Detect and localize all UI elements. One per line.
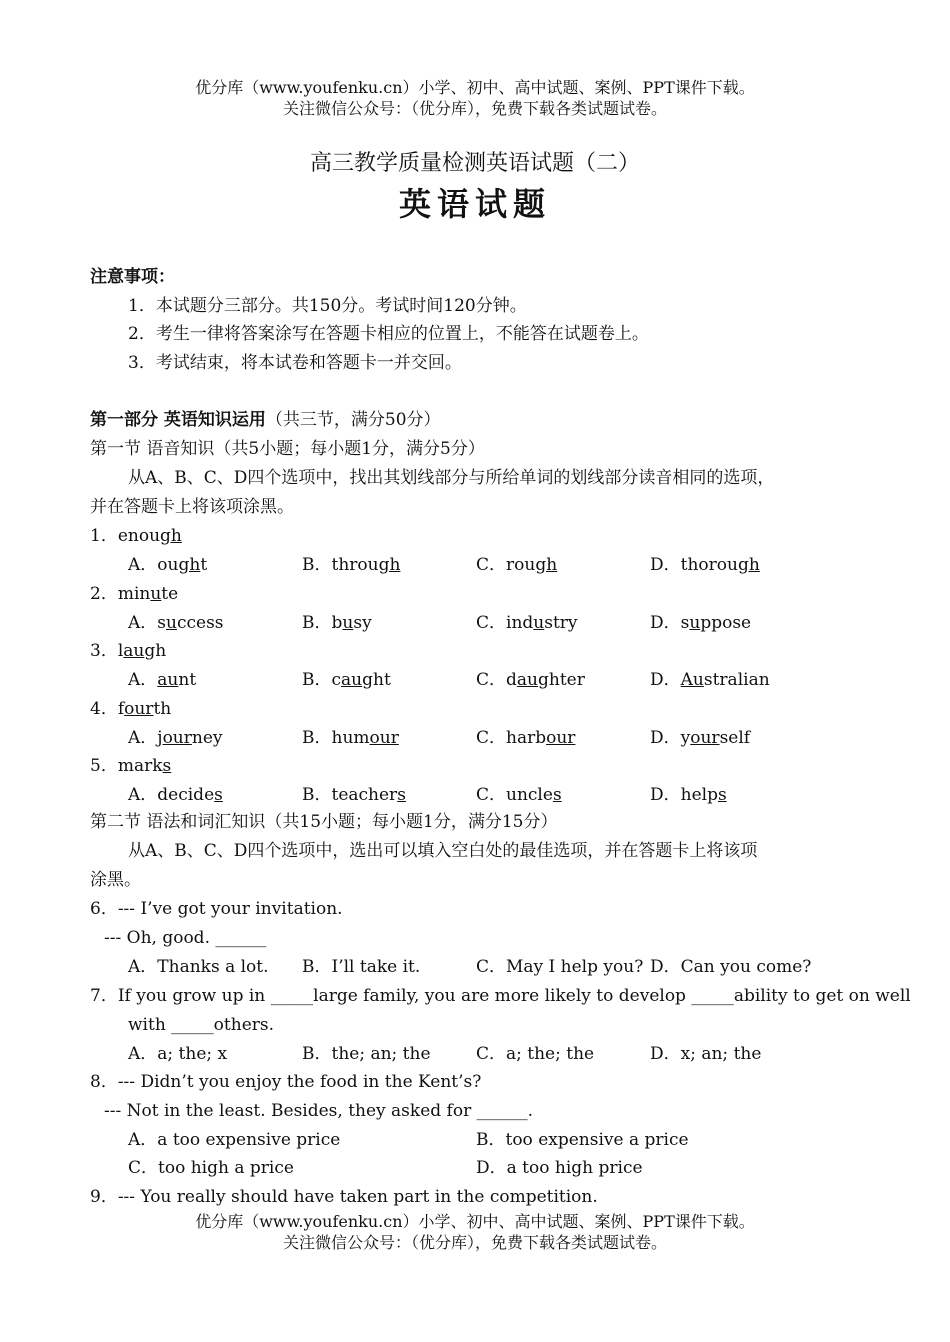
underlined-segment: s — [552, 785, 562, 805]
site-header-line1: 优分库（www.youfenku.cn）小学、初中、高中试题、案例、PPT课件下载。 — [195, 78, 755, 97]
section1-instruction: 从A、B、C、D四个选项中，找出其划线部分与所给单词的划线部分读音相同的选项， — [128, 468, 775, 488]
word-segment: teacher — [331, 785, 398, 805]
question-8-option-b: B．too expensive a price — [476, 1130, 689, 1150]
word-segment: l — [117, 641, 124, 661]
word-segment: s — [157, 613, 167, 633]
option-label: D． — [650, 613, 681, 633]
underlined-segment: s — [397, 785, 406, 805]
underlined-segment: gh — [178, 555, 201, 575]
underlined-segment: our — [124, 699, 154, 719]
underlined-segment: au — [516, 670, 538, 690]
option-word — [157, 785, 223, 805]
section1-instruction-cont: 并在答题卡上将该项涂黑。 — [90, 497, 294, 517]
question-7-stem: 7．If you grow up in _____large family, you are more likely to develop _____ability to get on well — [90, 986, 911, 1006]
question-6-option-a: A．Thanks a lot. — [128, 957, 269, 977]
phonetics-question-4-option-a — [128, 727, 223, 749]
option-label: B． — [302, 555, 332, 575]
word-segment: gh — [144, 641, 167, 661]
word-segment: ney — [191, 728, 223, 748]
word-segment: self — [719, 728, 751, 748]
section2-instruction: 从A、B、C、D四个选项中，选出可以填入空白处的最佳选项，并在答题卡上将该项 — [128, 841, 758, 861]
underlined-segment: u — [533, 613, 545, 633]
question-number: 4． — [90, 699, 118, 719]
phonetics-question-3 — [90, 640, 166, 662]
option-label: C． — [476, 670, 507, 690]
option-label: B． — [302, 670, 332, 690]
word-segment: nt — [178, 670, 197, 690]
word-segment: ppose — [700, 613, 752, 633]
option-label: A． — [128, 555, 158, 575]
word-segment: min — [117, 584, 151, 604]
question-6-stem: 6．--- I’ve got your invitation. — [90, 899, 343, 919]
section2-heading: 第二节 语法和词汇知识（共15小题；每小题1分，满分15分） — [90, 812, 558, 832]
option-word — [681, 785, 727, 805]
word-segment: stralian — [703, 670, 770, 690]
option-word — [157, 555, 207, 575]
word-segment: ght — [362, 670, 391, 690]
notice-heading: 注意事项： — [90, 267, 175, 287]
option-word — [157, 670, 196, 690]
phonetics-question-3-option-b — [302, 669, 391, 691]
phonetics-question-1-option-d — [650, 554, 760, 576]
option-label: C． — [476, 728, 507, 748]
option-label: A． — [128, 613, 158, 633]
site-footer-line2: 关注微信公众号：（优分库），免费下载各类试题试卷。 — [282, 1233, 667, 1252]
option-word — [157, 613, 223, 633]
underlined-segment: s — [717, 785, 727, 805]
phonetics-question-3-option-d — [650, 669, 770, 691]
question-6-option-b: B．I’ll take it. — [302, 957, 421, 977]
underlined-segment: our — [690, 728, 720, 748]
question-number: 2． — [90, 584, 118, 604]
phonetics-question-3-option-c — [476, 669, 585, 691]
option-word — [332, 728, 399, 748]
option-label: D． — [650, 728, 681, 748]
underlined-segment: our — [546, 728, 576, 748]
question-8-stem: 8．--- Didn’t you enjoy the food in the Kent’s? — [90, 1072, 482, 1092]
section2-instruction-cont: 涂黑。 — [90, 870, 141, 890]
phonetics-question-5-option-c — [476, 784, 562, 806]
phonetics-question-4-option-d — [650, 727, 750, 749]
underlined-segment: au — [123, 641, 145, 661]
phonetics-question-2-option-b — [302, 612, 372, 634]
word-segment: help — [680, 785, 718, 805]
word-segment: ou — [157, 555, 179, 575]
option-word — [332, 670, 391, 690]
phonetics-question-2-option-c — [476, 612, 578, 634]
option-word — [681, 728, 750, 748]
question-7-stem-cont: with _____others. — [128, 1015, 275, 1035]
target-word — [118, 584, 178, 604]
underlined-segment: gh — [378, 555, 401, 575]
phonetics-question-2-option-a — [128, 612, 224, 634]
option-label: B． — [302, 785, 332, 805]
underlined-segment: gh — [737, 555, 760, 575]
word-segment: ghter — [538, 670, 585, 690]
question-7-option-c: C．a; the; the — [476, 1044, 595, 1064]
question-number: 3． — [90, 641, 118, 661]
phonetics-question-4 — [90, 698, 171, 720]
word-segment: s — [680, 613, 690, 633]
question-8-option-a: A．a too expensive price — [128, 1130, 341, 1150]
word-segment: j — [157, 728, 163, 748]
word-segment: stry — [544, 613, 578, 633]
underlined-segment: au — [341, 670, 363, 690]
notice-item: 3．考试结束，将本试卷和答题卡一并交回。 — [128, 353, 462, 373]
option-label: C． — [476, 613, 507, 633]
phonetics-question-2 — [90, 583, 178, 605]
option-word — [332, 555, 401, 575]
question-7-option-a: A．a; the; x — [128, 1044, 228, 1064]
option-label: A． — [128, 785, 158, 805]
option-word — [332, 613, 372, 633]
word-segment: enou — [117, 526, 161, 546]
word-segment: hum — [331, 728, 370, 748]
part1-heading — [90, 409, 441, 431]
option-word — [506, 670, 585, 690]
word-segment: thorou — [680, 555, 738, 575]
underlined-segment: gh — [535, 555, 558, 575]
underlined-segment: s — [162, 756, 172, 776]
question-6-reply: --- Oh, good. ______ — [104, 928, 267, 948]
phonetics-question-1 — [90, 525, 182, 547]
word-segment: t — [200, 555, 208, 575]
notice-item: 1．本试题分三部分。共150分。考试时间120分钟。 — [128, 296, 527, 316]
option-word — [506, 785, 562, 805]
underlined-segment: our — [162, 728, 192, 748]
word-segment: ind — [506, 613, 534, 633]
phonetics-question-1-option-c — [476, 554, 557, 576]
option-label: B． — [302, 613, 332, 633]
underlined-segment: u — [166, 613, 177, 633]
phonetics-question-5-option-d — [650, 784, 727, 806]
underlined-segment: our — [369, 728, 399, 748]
option-word — [506, 555, 557, 575]
word-segment: te — [161, 584, 179, 604]
question-6-option-d: D．Can you come? — [650, 957, 812, 977]
word-segment: rou — [506, 555, 536, 575]
word-segment: throu — [331, 555, 379, 575]
underlined-segment: au — [157, 670, 179, 690]
question-8-reply: --- Not in the least. Besides, they asked for ______. — [104, 1101, 534, 1121]
option-label: C． — [476, 555, 507, 575]
word-segment: uncle — [506, 785, 553, 805]
section1-heading: 第一节 语音知识（共5小题；每小题1分，满分5分） — [90, 439, 485, 459]
question-8-option-d: D．a too high price — [476, 1158, 643, 1178]
phonetics-question-5-option-a — [128, 784, 223, 806]
option-word — [332, 785, 406, 805]
option-label: D． — [650, 785, 681, 805]
word-segment: c — [331, 670, 342, 690]
phonetics-question-3-option-a — [128, 669, 196, 691]
question-6-option-c: C．May I help you? — [476, 957, 644, 977]
exam-subtitle: 英语试题 — [398, 185, 551, 223]
notice-item: 2．考生一律将答案涂写在答题卡相应的位置上，不能答在试题卷上。 — [128, 324, 649, 344]
phonetics-question-1-option-b — [302, 554, 400, 576]
question-7-option-d: D．x; an; the — [650, 1044, 762, 1064]
word-segment: sy — [353, 613, 372, 633]
option-label: C． — [476, 785, 507, 805]
word-segment: mark — [117, 756, 163, 776]
word-segment: f — [117, 699, 125, 719]
word-segment: ccess — [176, 613, 224, 633]
target-word — [118, 699, 171, 719]
option-word — [157, 728, 222, 748]
part1-heading-rest: （共三节，满分50分） — [265, 410, 441, 430]
word-segment: decide — [157, 785, 215, 805]
option-label: D． — [650, 670, 681, 690]
word-segment: d — [506, 670, 517, 690]
site-footer-line1: 优分库（www.youfenku.cn）小学、初中、高中试题、案例、PPT课件下载。 — [195, 1212, 755, 1231]
word-segment: b — [331, 613, 343, 633]
underlined-segment: gh — [160, 526, 182, 546]
option-word — [506, 728, 575, 748]
exam-title: 高三教学质量检测英语试题（二） — [309, 151, 640, 176]
phonetics-question-2-option-d — [650, 612, 751, 634]
phonetics-question-4-option-b — [302, 727, 399, 749]
phonetics-question-5 — [90, 755, 171, 777]
word-segment: th — [153, 699, 172, 719]
option-word — [681, 613, 751, 633]
target-word — [118, 756, 171, 776]
option-label: A． — [128, 670, 158, 690]
question-number: 5． — [90, 756, 118, 776]
part1-heading-bold: 第一部分 英语知识运用 — [90, 410, 266, 430]
question-number: 1． — [90, 526, 118, 546]
underlined-segment: u — [342, 613, 354, 633]
site-header-line2: 关注微信公众号：（优分库），免费下载各类试题试卷。 — [282, 99, 667, 118]
option-label: A． — [128, 728, 158, 748]
phonetics-question-1-option-a — [128, 554, 207, 576]
option-label: B． — [302, 728, 332, 748]
question-8-option-c: C．too high a price — [128, 1158, 294, 1178]
underlined-segment: u — [150, 584, 162, 604]
question-9-stem: 9．--- You really should have taken part in the competition. — [90, 1187, 598, 1207]
underlined-segment: Au — [680, 670, 704, 690]
option-label: D． — [650, 555, 681, 575]
question-7-option-b: B．the; an; the — [302, 1044, 431, 1064]
underlined-segment: s — [214, 785, 223, 805]
word-segment: harb — [506, 728, 547, 748]
target-word — [118, 526, 182, 546]
option-word — [681, 555, 760, 575]
word-segment: y — [680, 728, 691, 748]
phonetics-question-4-option-c — [476, 727, 575, 749]
underlined-segment: u — [689, 613, 701, 633]
option-word — [506, 613, 578, 633]
option-word — [681, 670, 770, 690]
phonetics-question-5-option-b — [302, 784, 406, 806]
target-word — [118, 641, 166, 661]
